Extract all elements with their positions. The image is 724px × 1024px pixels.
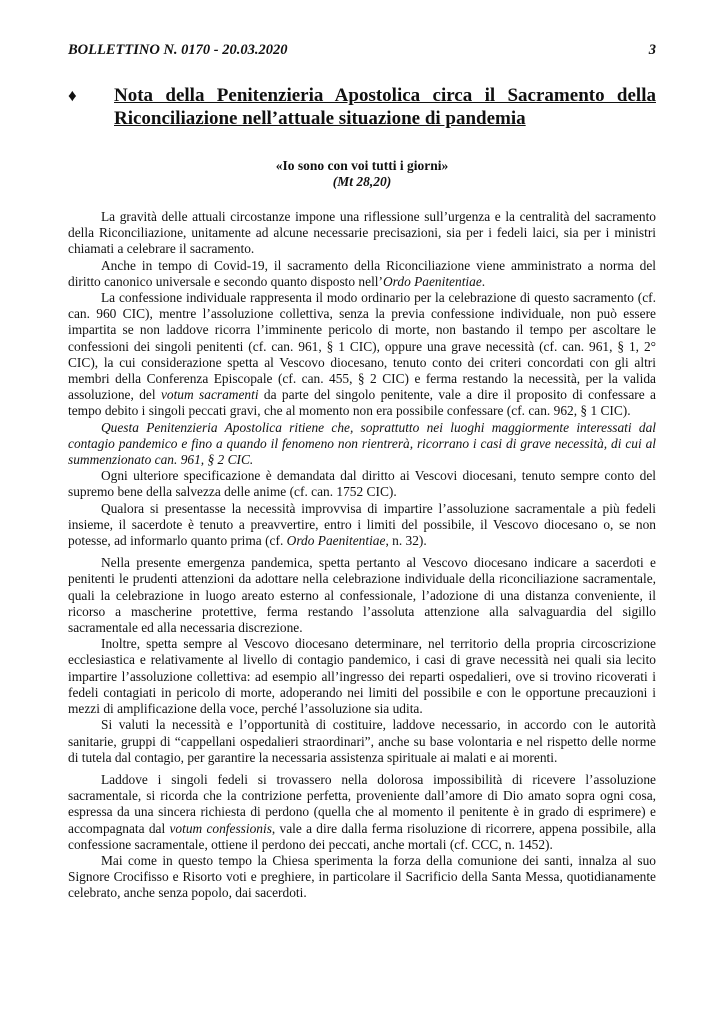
paragraph-10: [68, 772, 656, 853]
paragraph-6-text: Qualora si presentasse la necessità improvvisa di impartire l’assoluzione sacramentale a più fedeli insieme, il sacerdote è tenuto a preavvertire, entro i limiti del possibile, il Vescovo diocesano o, se non potesse, ad informarlo quanto prima (cf.: [68, 500, 656, 549]
paragraph-1: La gravità delle attuali circostanze impone una riflessione sull’urgenza e la centralità del sacramento della Riconciliazione, unitamente ad alcune necessarie precisazioni, sia per i fedeli laici, sia per i ministri chiamati a celebrare il sacramento.: [68, 209, 656, 257]
paragraph-3: [68, 290, 656, 420]
ordo-paenitentiae-ref: Ordo Paenitentiae: [382, 273, 482, 289]
paragraph-2-end: .: [481, 273, 486, 289]
paragraph-11: Mai come in questo tempo la Chiesa sperimenta la forza della comunione dei santi, innalza al suo Signore Crocifisso e Risorto voti e preghiere, in particolare il Sacrificio della Santa Messa, quotidianamente celebrato, anche senza popolo, dai sacerdoti.: [68, 852, 656, 901]
document-title: [68, 84, 656, 130]
document-body: [68, 209, 656, 902]
paragraph-4: Questa Penitenzieria Apostolica ritiene che, soprattutto nei luoghi maggiormente interessati dal contagio pandemico e fino a quando il fenomeno non rientrerà, ricorrano i casi di grave necessità, di cui al summenzionato can. 961, § 2 CIC.: [68, 419, 656, 468]
page-number: 3: [648, 42, 656, 58]
page-header: [68, 42, 656, 66]
paragraph-3-text: La confessione individuale rappresenta il modo ordinario per la celebrazione di questo sacramento (cf. can. 960 CIC), mentre l’assoluzione collettiva, senza la previa confessione individuale, non può essere impartita se non laddove ricorra l’imminente pericolo di morte, non bastando il tempo per ascoltare le confessioni dei singoli penitenti (cf. can. 961, § 1 CIC), oppure una grave necessità (cf. can. 961, § 1, 2° CIC), la cui considerazione spetta al Vescovo diocesano, tenuto conto dei criteri concordati con gli altri membri della Conferenza Episcopale (cf. can. 455, § 2 CIC) e ferma restando la necessità, per la valida assoluzione, del: [68, 290, 656, 403]
paragraph-3-end: da parte del singolo penitente, vale a dire il proposito di confessare a tempo debito i singoli peccati gravi, che al momento non era possibile confessare (cf. can. 962, § 1 CIC).: [68, 387, 656, 419]
diamond-bullet-icon: ♦: [68, 86, 77, 105]
paragraph-6: [68, 501, 656, 550]
epigraph-reference: (Mt 28,20): [332, 174, 392, 189]
paragraph-2: [68, 258, 656, 290]
title-line-2: Riconciliazione nell’attuale situazione di pandemia: [114, 108, 526, 129]
title-line-1: Nota della Penitenzieria Apostolica circa il Sacramento della: [114, 85, 656, 106]
paragraph-6-end: , n. 32).: [385, 533, 427, 549]
votum-confessionis: votum confessionis: [169, 820, 272, 836]
title-text: [114, 84, 656, 130]
epigraph: [68, 158, 656, 190]
paragraph-9: Si valuti la necessità e l’opportunità di costituire, laddove necessario, in accordo con le autorità sanitarie, gruppi di “cappellani ospedalieri straordinari”, anche su base volontaria e nel rispetto delle norme di tutela dal contagio, per garantire la necessaria assistenza spirituale ai malati e ai morenti.: [68, 717, 656, 765]
epigraph-quote: «Io sono con voi tutti i giorni»: [275, 158, 449, 173]
paragraph-2-text: Anche in tempo di Covid-19, il sacramento della Riconciliazione viene amministrato a norma del diritto canonico universale e secondo quanto disposto nell’: [68, 257, 656, 289]
paragraph-5: Ogni ulteriore specificazione è demandata dal diritto ai Vescovi diocesani, tenuto sempre conto del supremo bene della salvezza delle anime (cf. can. 1752 CIC).: [68, 468, 656, 500]
bulletin-header: BOLLETTINO N. 0170 - 20.03.2020: [68, 42, 288, 58]
votum-sacramenti: votum sacramenti: [160, 387, 259, 403]
paragraph-10-end: , vale a dire dalla ferma risoluzione di ricorrere, appena possibile, alla confessione sacramentale, ottiene il perdono dei peccati, anche mortali (cf. CCC, n. 1452).: [68, 820, 656, 852]
document-page: [68, 42, 656, 902]
ordo-paenitentiae-ref-2: Ordo Paenitentiae: [286, 533, 386, 549]
paragraph-7: Nella presente emergenza pandemica, spetta pertanto al Vescovo diocesano indicare a sacerdoti e penitenti le prudenti attenzioni da adottare nella celebrazione individuale della riconciliazione sacramentale, quali la celebrazione in luogo areato esterno al confessionale, l’adozione di una distanza conveniente, il ricorso a mascherine protettive, ferma restando l’assoluta attenzione alla salvaguardia del sigillo sacramentale ed alla necessaria discrezione.: [68, 555, 656, 636]
paragraph-10-text: Laddove i singoli fedeli si trovassero nella dolorosa impossibilità di ricevere l’assoluzione sacramentale, si ricorda che la contrizione perfetta, proveniente dall’amore di Dio amato sopra ogni cosa, espressa da una sincera richiesta di perdono (quella che al momento il penitente è in grado di esprimere) e accompagnata dal: [68, 771, 656, 836]
paragraph-8: Inoltre, spetta sempre al Vescovo diocesano determinare, nel territorio della propria circoscrizione ecclesiastica e relativamente al livello di contagio pandemico, i casi di grave necessità nei quali sia lecito impartire l’assoluzione collettiva: ad esempio all’ingresso dei reparti ospedalieri, ove si trovino ricoverati i fedeli contagiati in pericolo di morte, adoperando nei limiti del possibile e con le opportune precauzioni i mezzi di amplificazione della voce, perché l’assoluzione sia udita.: [68, 636, 656, 717]
